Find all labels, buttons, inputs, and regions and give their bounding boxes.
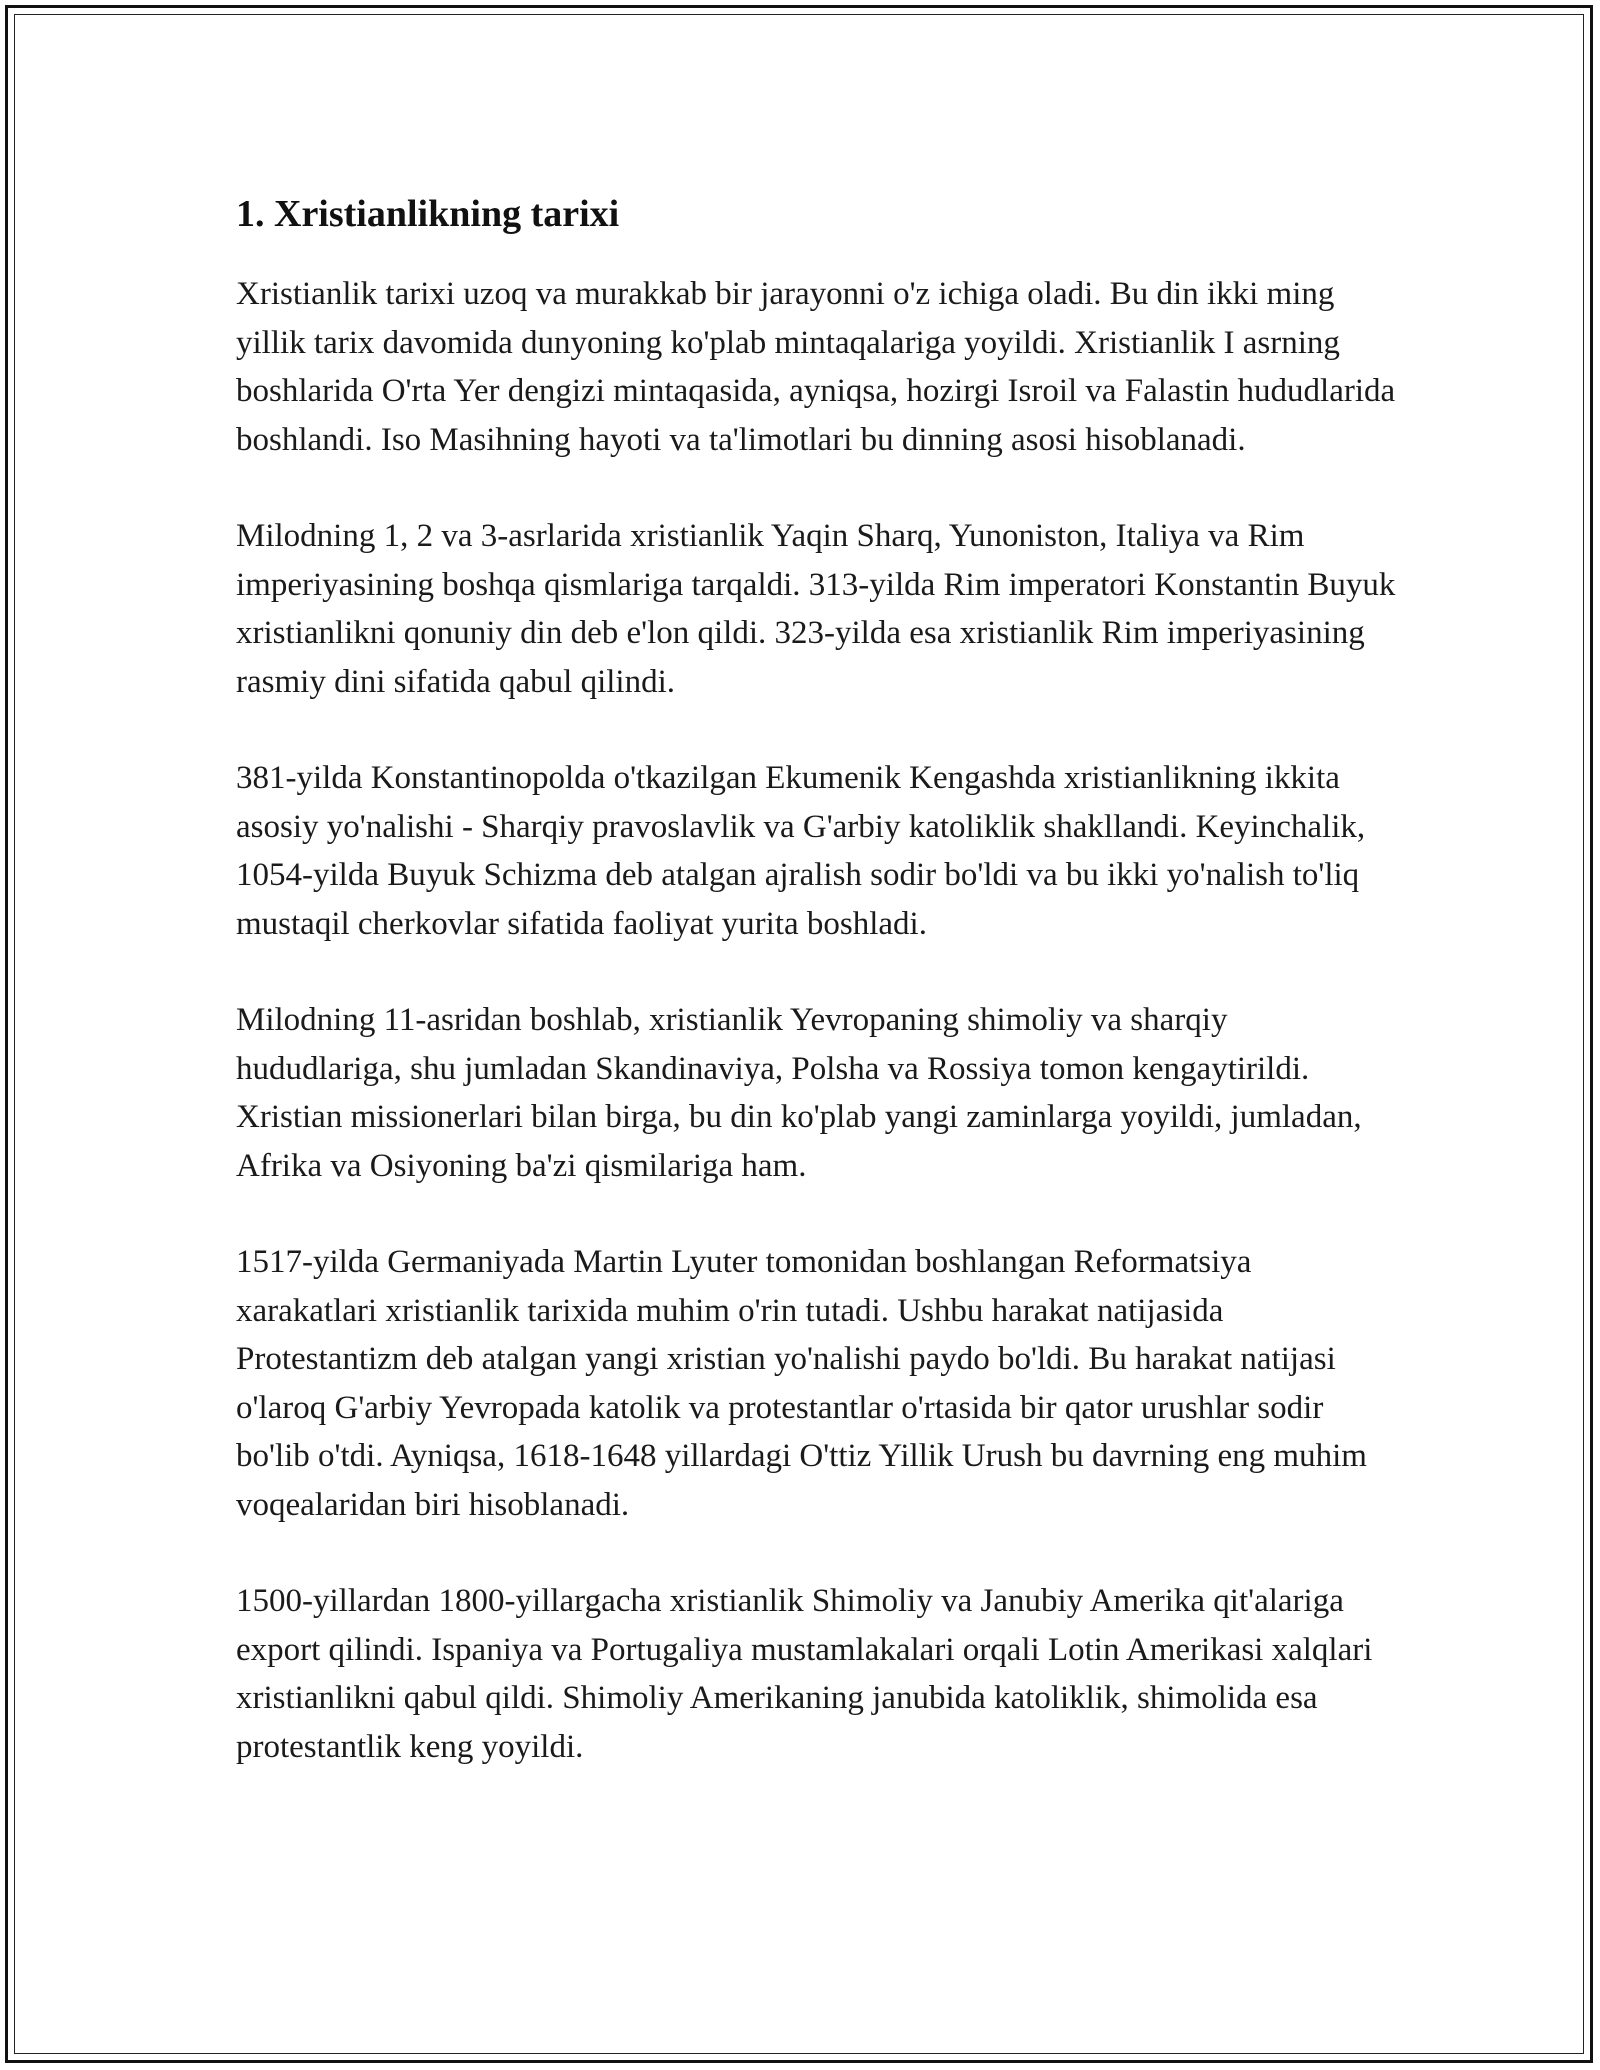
paragraph-4: Milodning 11-asridan boshlab, xristianlik Yevropaning shimoliy va sharqiy hududlariga, shu jumladan Skandinaviya, Polsha va Rossiya tomon kengaytirildi. Xristian missionerlari bilan birga, bu din ko'plab yangi zaminlarga yoyildi, jumladan, Afrika va Osiyoning ba'zi qismilariga ham. (236, 1002, 1362, 1184)
section-heading: 1. Xristianlikning tarixi (236, 193, 620, 235)
paragraph-3: 381-yilda Konstantinopolda o'tkazilgan Ekumenik Kengashda xristianlikning ikkita asosiy yo'nalishi - Sharqiy pravoslavlik va G'arbiy katoliklik shakllandi. Keyinchalik, 1054-yilda Buyuk Schizma deb atalgan ajralish sodir bo'ldi va bu ikki yo'nalish to'liq mustaqil cherkovlar sifatida faoliyat yurita boshladi. (236, 760, 1366, 942)
paragraph-2: Milodning 1, 2 va 3-asrlarida xristianlik Yaqin Sharq, Yunoniston, Italiya va Rim imperiyasining boshqa qismlariga tarqaldi. 313-yilda Rim imperatori Konstantin Buyuk xristianlikni qonuniy din deb e'lon qildi. 323-yilda esa xristianlik Rim imperiyasining rasmiy dini sifatida qabul qilindi. (236, 518, 1396, 700)
paragraph-6: 1500-yillardan 1800-yillargacha xristianlik Shimoliy va Janubiy Amerika qit'alariga export qilindi. Ispaniya va Portugaliya mustamlakalari orqali Lotin Amerikasi xalqlari xristianlikni qabul qildi. Shimoliy Amerikaning janubida katoliklik, shimolida esa protestantlik keng yoyildi. (236, 1583, 1373, 1765)
document-body (236, 188, 1396, 1771)
paragraph-1: Xristianlik tarixi uzoq va murakkab bir jarayonni o'z ichiga oladi. Bu din ikki ming yillik tarix davomida dunyoning ko'plab mintaqalariga yoyildi. Xristianlik I asrning boshlarida O'rta Yer dengizi mintaqasida, ayniqsa, hozirgi Isroil va Falastin hududlarida boshlandi. Iso Masihning hayoti va ta'limotlari bu dinning asosi hisoblanadi. (236, 276, 1396, 458)
paragraph-5: 1517-yilda Germaniyada Martin Lyuter tomonidan boshlangan Reformatsiya xarakatlari xristianlik tarixida muhim o'rin tutadi. Ushbu harakat natijasida Protestantizm deb atalgan yangi xristian yo'nalishi paydo bo'ldi. Bu harakat natijasi o'laroq G'arbiy Yevropada katolik va protestantlar o'rtasida bir qator urushlar sodir bo'lib o'tdi. Ayniqsa, 1618-1648 yillardagi O'ttiz Yillik Urush bu davrning eng muhim voqealaridan biri hisoblanadi. (236, 1244, 1367, 1523)
